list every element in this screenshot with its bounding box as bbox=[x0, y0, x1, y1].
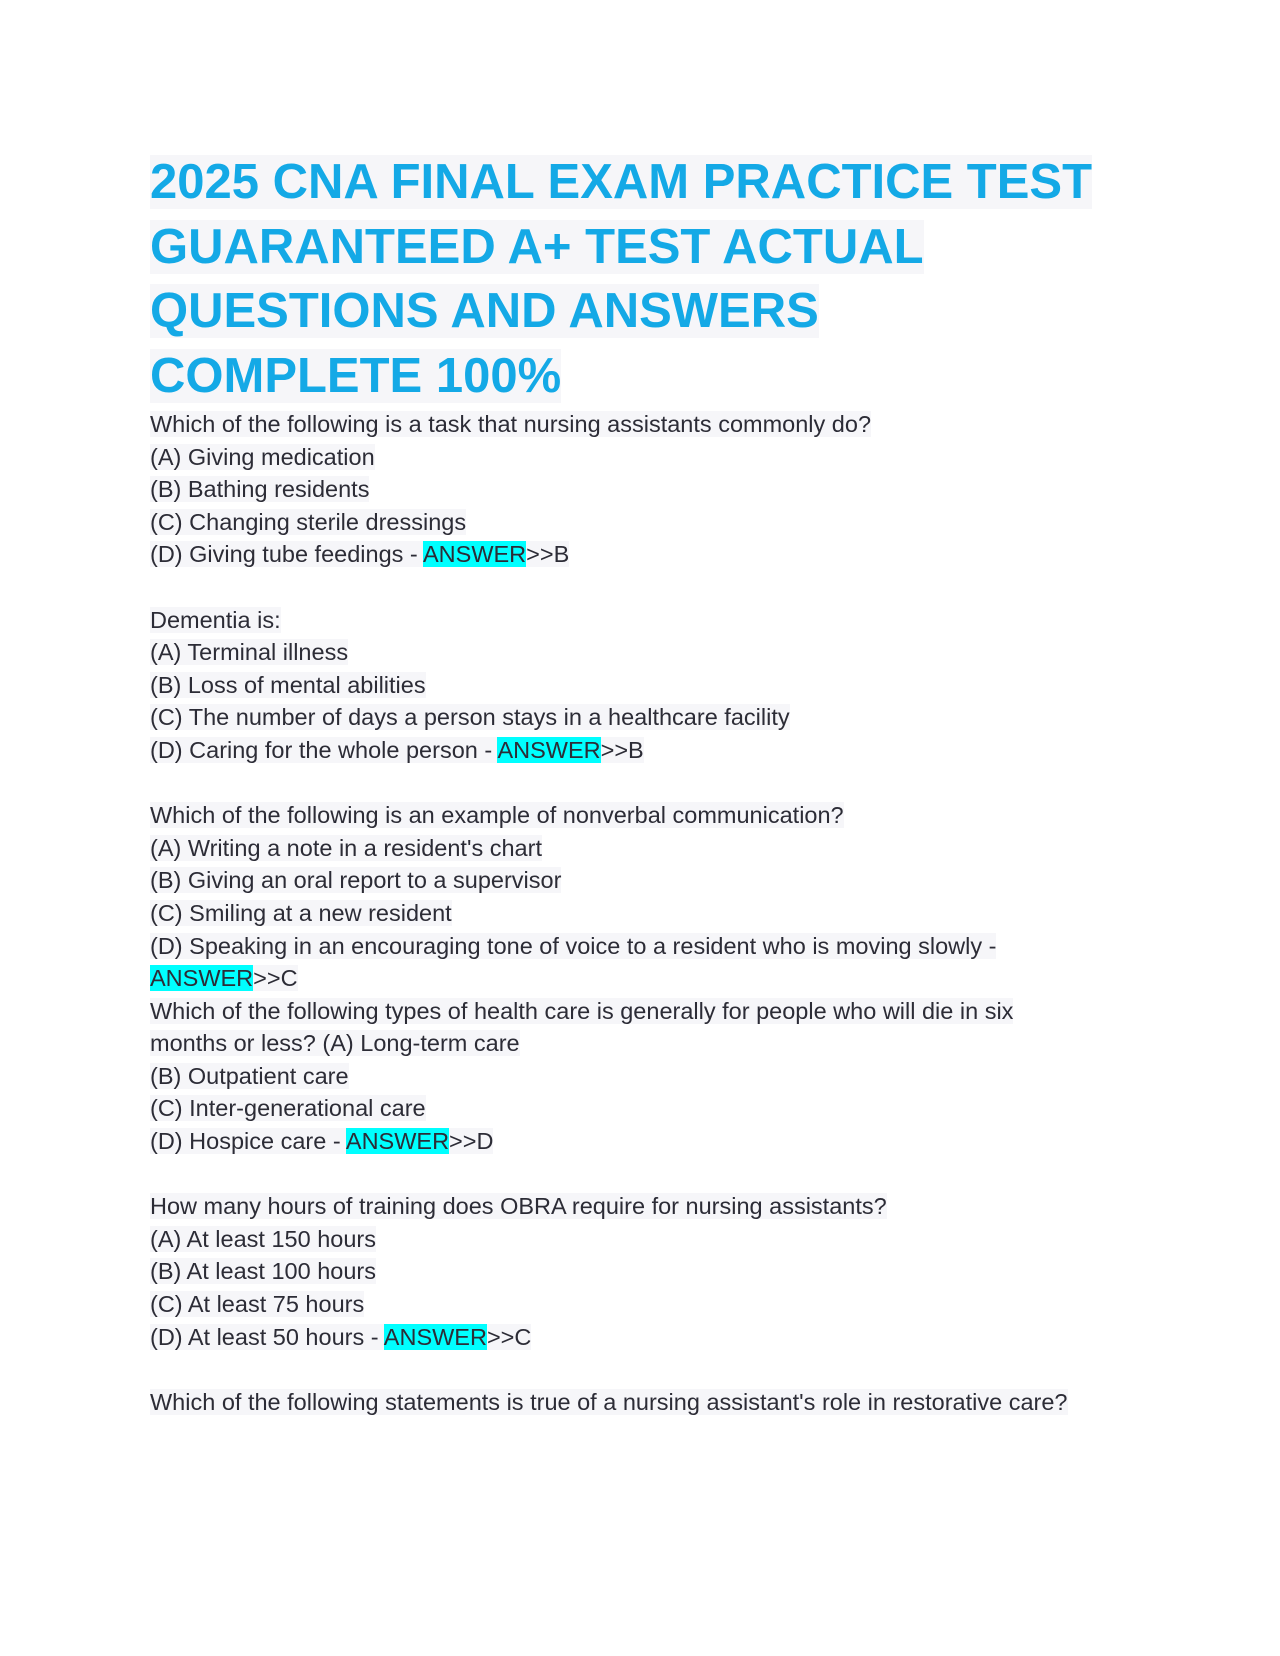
question-text: Which of the following types of health care is generally for people who will die in six bbox=[150, 997, 1014, 1024]
spacer bbox=[150, 1353, 1150, 1386]
answer-key: >>D bbox=[449, 1128, 494, 1155]
title-line: COMPLETE 100% bbox=[150, 348, 562, 403]
answer-option: (C) Smiling at a new resident bbox=[150, 899, 452, 926]
answer-highlight: ANSWER bbox=[423, 541, 527, 568]
question-block bbox=[150, 604, 1150, 767]
answer-key: >>B bbox=[600, 736, 644, 763]
answer-option: (A) Terminal illness bbox=[150, 639, 349, 666]
document-body bbox=[150, 408, 1150, 1418]
answer-option: (A) Writing a note in a resident's chart bbox=[150, 834, 542, 861]
question-block bbox=[150, 799, 1150, 995]
answer-highlight: ANSWER bbox=[383, 1323, 487, 1350]
answer-option: (B) Giving an oral report to a supervisor bbox=[150, 867, 562, 894]
answer-option: (D) Caring for the whole person - ANSWER>>B bbox=[150, 736, 644, 763]
answer-option: (B) At least 100 hours bbox=[150, 1258, 376, 1285]
spacer bbox=[150, 767, 1150, 800]
answer-option: (D) At least 50 hours - ANSWER>>C bbox=[150, 1323, 532, 1350]
question-text: Which of the following statements is true of a nursing assistant's role in restorative care? bbox=[150, 1388, 1068, 1415]
answer-option: (B) Loss of mental abilities bbox=[150, 671, 426, 698]
title-line: QUESTIONS AND ANSWERS bbox=[150, 284, 819, 338]
answer-highlight: ANSWER bbox=[150, 965, 254, 992]
document-title bbox=[150, 150, 1150, 408]
question-text: months or less? (A) Long-term care bbox=[150, 1030, 520, 1057]
question-block bbox=[150, 408, 1150, 571]
answer-option: (A) At least 150 hours bbox=[150, 1225, 376, 1252]
answer-highlight: ANSWER bbox=[497, 736, 601, 763]
title-line: GUARANTEED A+ TEST ACTUAL bbox=[150, 219, 924, 274]
question-text: Which of the following is a task that nursing assistants commonly do? bbox=[150, 411, 872, 437]
question-text: How many hours of training does OBRA require for nursing assistants? bbox=[150, 1193, 887, 1220]
answer-option: (D) Giving tube feedings - ANSWER>>B bbox=[150, 541, 570, 568]
answer-option: (B) Outpatient care bbox=[150, 1062, 349, 1089]
answer-key: >>C bbox=[253, 965, 298, 992]
answer-option: (C) Inter-generational care bbox=[150, 1095, 426, 1122]
answer-option: (B) Bathing residents bbox=[150, 476, 370, 503]
title-line: 2025 CNA FINAL EXAM PRACTICE TEST bbox=[150, 155, 1093, 209]
answer-line bbox=[150, 962, 1150, 995]
answer-key: >>C bbox=[486, 1323, 532, 1350]
answer-highlight: ANSWER bbox=[345, 1128, 450, 1155]
question-block bbox=[150, 1190, 1150, 1353]
question-block bbox=[150, 1386, 1150, 1419]
document-page bbox=[150, 150, 1150, 1418]
answer-key: >>B bbox=[526, 541, 570, 568]
answer-option: (D) Hospice care - ANSWER>>D bbox=[150, 1128, 494, 1155]
question-text: Dementia is: bbox=[150, 606, 281, 633]
answer-option: (C) Changing sterile dressings bbox=[150, 508, 467, 535]
answer-option: (C) At least 75 hours bbox=[150, 1291, 365, 1318]
spacer bbox=[150, 571, 1150, 604]
answer-option: (A) Giving medication bbox=[150, 443, 375, 470]
question-block bbox=[150, 995, 1150, 1158]
answer-option: (D) Speaking in an encouraging tone of voice to a resident who is moving slowly - bbox=[150, 932, 997, 959]
spacer bbox=[150, 1158, 1150, 1191]
answer-option: (C) The number of days a person stays in a healthcare facility bbox=[150, 704, 790, 731]
question-text: Which of the following is an example of nonverbal communication? bbox=[150, 802, 844, 829]
